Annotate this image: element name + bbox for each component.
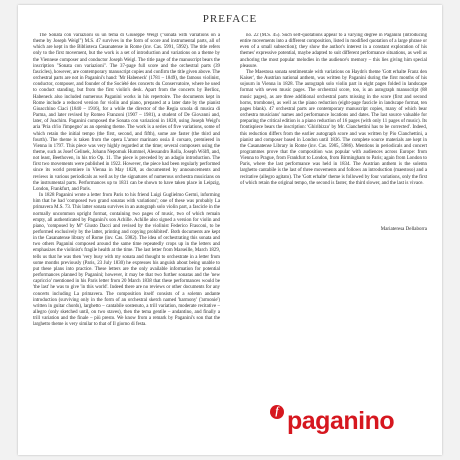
paragraph: The Maestosa sonata sentimentale with variations on Haydn's theme 'Gott erhalte Franz den Kaiser', the Austrian national anthem, was written by Paganini during the first months of his sojourn in Vienna in 1828. The autograph solo violin part in eight pages folded in landscape format with seven music pages. The orchestral score, too, is an autograph manuscript (88 music pages), as are three additional orchestral parts missing in the score (first and second horns, trombone), as well as the piano reduction (eight-page fascicle in landscape format, ten pages blank). 47 orchestral parts are contemporary manuscript copies, many of which bear orchestra musicians' names and performance locations and dates. The last source valuable for preparing the critical edition is a piano reduction of 16 pages (with only 11 pages of music). Its frontispiece bears the inscription: 'Ghiribizzo' by Mr. Cianchettini has to be corrected'. Indeed, this reduction differs from the earlier autograph score and was written by Pio Cianchettini, a pianist and composer based in London until 1836. The complete source materials are kept in the Casanatense Library in Rome (inv. Cas. 5985, 5986). Mentions in periodicals and concert programmes prove that the composition was popular with audiences across Europe: from Vienna to Prague, from Frankfurt to London, from Birmingham to Paris; again from London to Paris, where the last performance was held in 1834. The Austrian anthem is the solemn larghetto cantabile is the last of three movements and follows an introduction (maestoso) and a recitative (allegro agitato). The 'Gott erhalte' theme is followed by four variations, only the first of which retain the original tempo, the second is faster, the third slower, and the last is vivace. <box>240 69 427 186</box>
paragraph: In 1828 Paganini wrote a letter from Paris to his friend Luigi Guglielmo Germi, informing him that he had 'composed two grand sonatas with variations'; one of these was probably La primavera M.S. 73. This latter sonata survives in an autograph solo violin part, a fascicle in the normally uncommon upright format, containing two pages of music, two of which remain empty, all authenticated by Paganini's son Achille. Achille also signed a version for violin and piano, 'composed by M° Giusto Dacci and revised by the violinist Federico Frasconi, to be performed exclusively by the latter, printing and copying prohibited'. Both documents are kept in the Casanatense library of Rome (inv. Cas. 5982). The idea of orchestrating this sonata and two others Paganini composed around the same time repeatedly crops up in the letters and emphasizes the violinist's fragile health at the time. The last letter from Marseille, March 1829, tells us that he was then 'very busy with my sonata and thought to orchestrate in a letter from some months previously (Paris, 23 July 1830) he expresses his anguish about being unable to put these plans into practice. These letters are the only available information for potential performances planned by Paganini; however, it may be that two further sonatas and the 'new capriccio' mentioned in his Paris letter from 20 March 1838 that these performances would be 'the last' he was to give 'in this world'. Indeed there are no reviews or other documents for any concerts including La primavera. The composition itself consists of a solemn andante introduction (surviving only in the form of an orchestral sketch named 'harmony' ('armonie') written in guitar chords), larghetto – cantabile sostenuto, a trill variation, moderate recitative – allegro (only sketched until, on two staves), then the tema gentile – andantino, and finally a trill variation and the finale – più presto. We know from a remark by Paganini's son that the larghetto theme is very similar to that of Il giorno di festa. <box>33 193 220 328</box>
author-signature: Mariateresa Dellaborra <box>380 227 427 232</box>
paragraph: The Sonata con variazioni su un tema di Giuseppe Weigl ("sonata with variations on a theme by Joseph Weigl") M.S. 47 survives in the form of score and instrumental parts, all of which are kept in the Biblioteca Casanatense in Rome (inv. Cas. 5991, 5992). The title refers only to the first movement, but the work is a set of introduction and variations on a theme by the Viennese composer and conductor Joseph Weigl. The title page of the manuscript bears the inscription "Sonata con variazioni". The 37-page full score and the orchestral parts (39 fascicles), however, are contemporary manuscript copies and confirm the title given above. The orchestral parts are not in Paganini's hand: 'Mr Habeneck' (1781 – 1849), the famous violinist, conductor, composer, and founder of the Société des concerts du Conservatoire, where he used to conduct standing, but from the first violin's desk. Apart from the concerts by Berlioz, Habeneck also included numerous Paganini works in his repertoire. The documents kept in Rome include a reduced version for violin and piano, prepared at a later date by the pianist Gioacchino Ciaci (1840 – 1916), for a while the director of the Regia scuola di musica di Parma, and later revised by Romeo Franzoni (1907 – 1981), a student of De Giovanni and, later, of Joachim. Paganini composed the Sonata con variazioni in 1828, using Joseph Weigl's aria 'Pria ch'io l'impegno' as an opening theme. The work is a series of five variations, some of which retain the initial tempo (the first, second, and fifth), some are faster (the third and fourth). The theme is taken from the opera L'amor marinaro ossia il corsaro, premiered in Vienna in 1797. This piece was very highly regarded at the time; several composers using the theme, such as Josef Gelinek, Johann Nepomuk Hummel, Alessandro Rolla, Joseph Wölfl, and, not least, Beethoven, in his trio Op. 11. The piece is preceded by an adagio introduction. The first two movements were published in 1922. However, the piece had been regularly performed since its world premiere in Vienna in May 1828, as documented by announcements and reviews in various periodicals as well as by the signatures of numerous orchestra musicians on the instrumental parts. Performances up to 1831 can be shown to have taken place in Leipzig, London, Frankfurt, and Paris. <box>33 33 220 192</box>
logo-text: paganino <box>287 407 395 435</box>
right-text-column <box>240 33 427 223</box>
page-heading: PREFACE <box>202 13 258 25</box>
left-text-column <box>33 33 220 445</box>
paragraph: no. 22 (M.S. 45). Such self-quotations appear to a varying degree in Paganini (introducing entire movements into a different composition, listed in modified quotation of a large phrase or even of a small subsection); they show the author's interest in a constant exploration of his themes' expressive potential, maybe adapted to suit different performance situations, as well as anchoring the most popular melodies in the audience's memory – this lies giving him special pleasure. <box>240 33 427 69</box>
document-page <box>18 5 442 455</box>
publisher-logo <box>270 407 394 436</box>
logo-f-icon: f <box>270 405 284 419</box>
